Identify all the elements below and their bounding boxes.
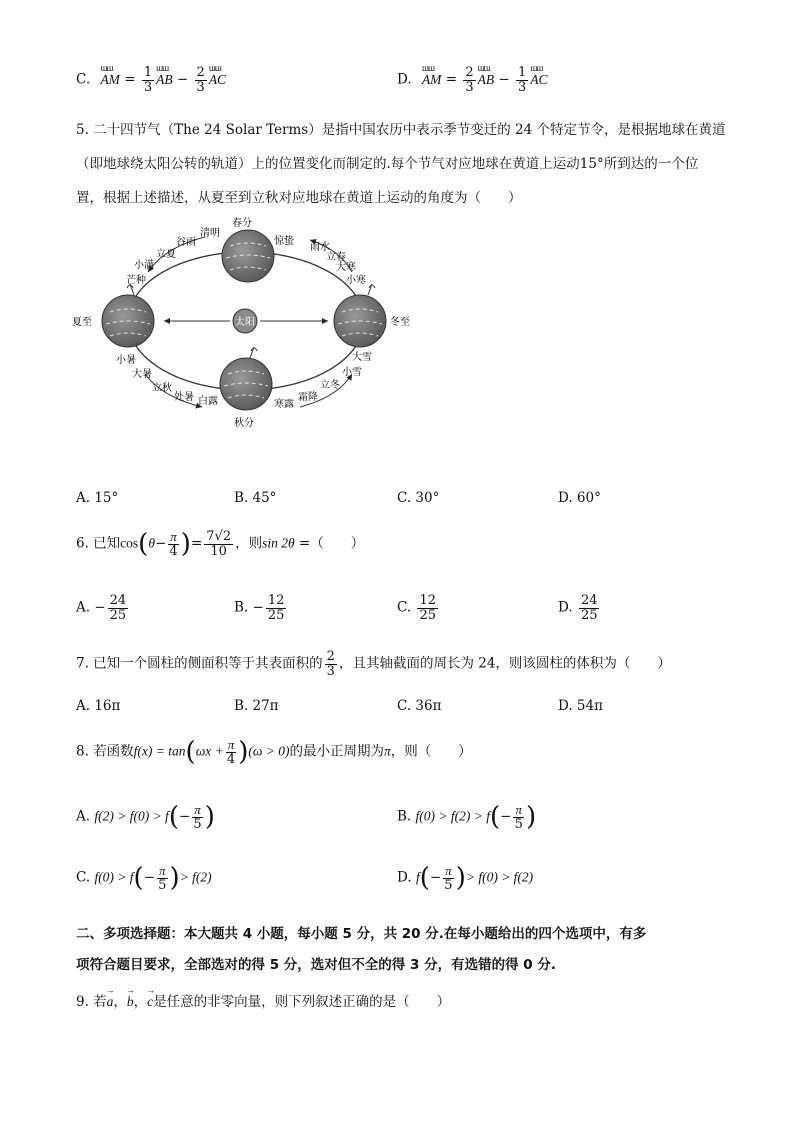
q8-option-c[interactable]: C. f(0) > f(− $\frac{\pi}{5}$ )> f(2) xyxy=(76,863,212,894)
q6-option-a[interactable]: A. − $\frac{24}{25}$ xyxy=(76,593,127,623)
label-guyu: 谷雨 xyxy=(176,237,196,248)
label-qingming: 清明 xyxy=(200,228,220,239)
label-xiaoshu: 小暑 xyxy=(116,355,136,366)
q6-option-b[interactable]: B. − $\frac{12}{25}$ xyxy=(234,593,285,623)
q5-stem-line3: 置，根据上述描述，从夏至到立秋对应地球在黄道上运动的角度为（ ） xyxy=(76,190,522,206)
section2-heading-line1: 二、多项选择题：本大题共 4 小题，每小题 5 分，共 20 分.在每小题给出的四个选项中，有多 xyxy=(76,926,647,942)
q5-option-d[interactable]: D. 60° xyxy=(558,490,601,506)
label-chunfen: 春分 xyxy=(232,218,252,229)
q6-option-d[interactable]: D. $\frac{24}{25}$ xyxy=(558,593,598,623)
q4-option-c[interactable]: C. ɯɯ AM = $\frac{1}{3}$ ɯɯ AB − $\frac{2}{3}$ ɯɯ AC xyxy=(76,66,226,94)
q5-stem-line1: 5. 二十四节气（The 24 Solar Terms）是指中国农历中表示季节变迁的 24 个特定节令，是根据地球在黄道 xyxy=(76,122,726,138)
label-qiufen: 秋分 xyxy=(234,418,254,429)
label-dahan: 大寒 xyxy=(336,262,356,273)
label-lixia: 立夏 xyxy=(156,249,176,260)
label-xiazhi: 夏至 xyxy=(72,317,92,328)
label-shuangjiang: 霜降 xyxy=(298,392,318,403)
label-hanlu: 寒露 xyxy=(274,399,294,410)
label-yushui: 雨水 xyxy=(310,242,330,253)
q5-option-a[interactable]: A. 15° xyxy=(76,490,119,506)
label-xiaoxue: 小雪 xyxy=(342,367,362,378)
q7-stem: 7. 已知一个圆柱的侧面积等于其表面积的 $\frac{2}{3}$ ，且其轴截面的周长为 24，则该圆柱的体积为（ ） xyxy=(76,649,671,679)
label-daxue: 大雪 xyxy=(352,352,372,363)
q6-option-c[interactable]: C. $\frac{12}{25}$ xyxy=(397,593,436,623)
label-liqiu: 立秋 xyxy=(152,383,172,394)
q9-stem: 9. 若→ a，→ b，→ c是任意的非零向量，则下列叙述正确的是（ ） xyxy=(76,990,450,1010)
label-mangzhong: 芒种 xyxy=(126,275,146,286)
label-dashu: 大暑 xyxy=(132,369,152,380)
q5-option-b[interactable]: B. 45° xyxy=(234,490,277,506)
q5-option-c[interactable]: C. 30° xyxy=(397,490,440,506)
q6-stem: 6. 已知cos(θ− $\frac{\pi}{4}$ )= $\frac{7√2}{10}$ ，则sin 2θ =（ ） xyxy=(76,529,365,560)
label-jingzhe: 惊蛰 xyxy=(274,236,294,247)
q7-option-d[interactable]: D. 54π xyxy=(558,698,603,714)
label-lichun: 立春 xyxy=(326,252,346,263)
sun-label: 太阳 xyxy=(235,317,255,328)
q7-option-b[interactable]: B. 27π xyxy=(234,698,279,714)
q4-option-d[interactable]: D. ɯɯ AM = $\frac{2}{3}$ ɯɯ AB − $\frac{1}{3}$ ɯɯ AC xyxy=(397,66,548,94)
q8-option-b[interactable]: B. f(0) > f(2) > f(− $\frac{\pi}{5}$ ) xyxy=(397,802,537,833)
earth-top xyxy=(222,230,274,282)
label-chushu: 处暑 xyxy=(174,392,194,403)
section2-heading-line2: 项符合题目要求，全部选对的得 5 分，选对但不全的得 3 分，有选错的得 0 分. xyxy=(76,957,557,973)
solar-terms-figure xyxy=(70,212,430,434)
label-xiaoman: 小满 xyxy=(134,260,154,271)
label-lidong: 立冬 xyxy=(320,380,340,391)
q8-option-a[interactable]: A. f(2) > f(0) > f(− $\frac{\pi}{5}$ ) xyxy=(76,802,215,833)
earth-bottom xyxy=(220,347,272,410)
label-dongzhi: 冬至 xyxy=(390,317,410,328)
label-bailu: 白露 xyxy=(198,396,218,407)
earth-right xyxy=(334,284,386,347)
earth-left xyxy=(102,284,154,347)
q7-option-c[interactable]: C. 36π xyxy=(397,698,442,714)
q5-stem-line2: （即地球绕太阳公转的轨道）上的位置变化而制定的.每个节气对应地球在黄道上运动15°所到达的一个位 xyxy=(76,156,699,172)
q8-stem: 8. 若函数f(x) = tan(ωx + $\frac{\pi}{4}$ )(ω > 0)的最小正周期为π，则（ ） xyxy=(76,737,472,768)
label-xiaohan: 小寒 xyxy=(346,275,366,286)
q7-option-a[interactable]: A. 16π xyxy=(76,698,121,714)
q8-option-d[interactable]: D. f(− $\frac{\pi}{5}$ )> f(0) > f(2) xyxy=(397,863,534,894)
